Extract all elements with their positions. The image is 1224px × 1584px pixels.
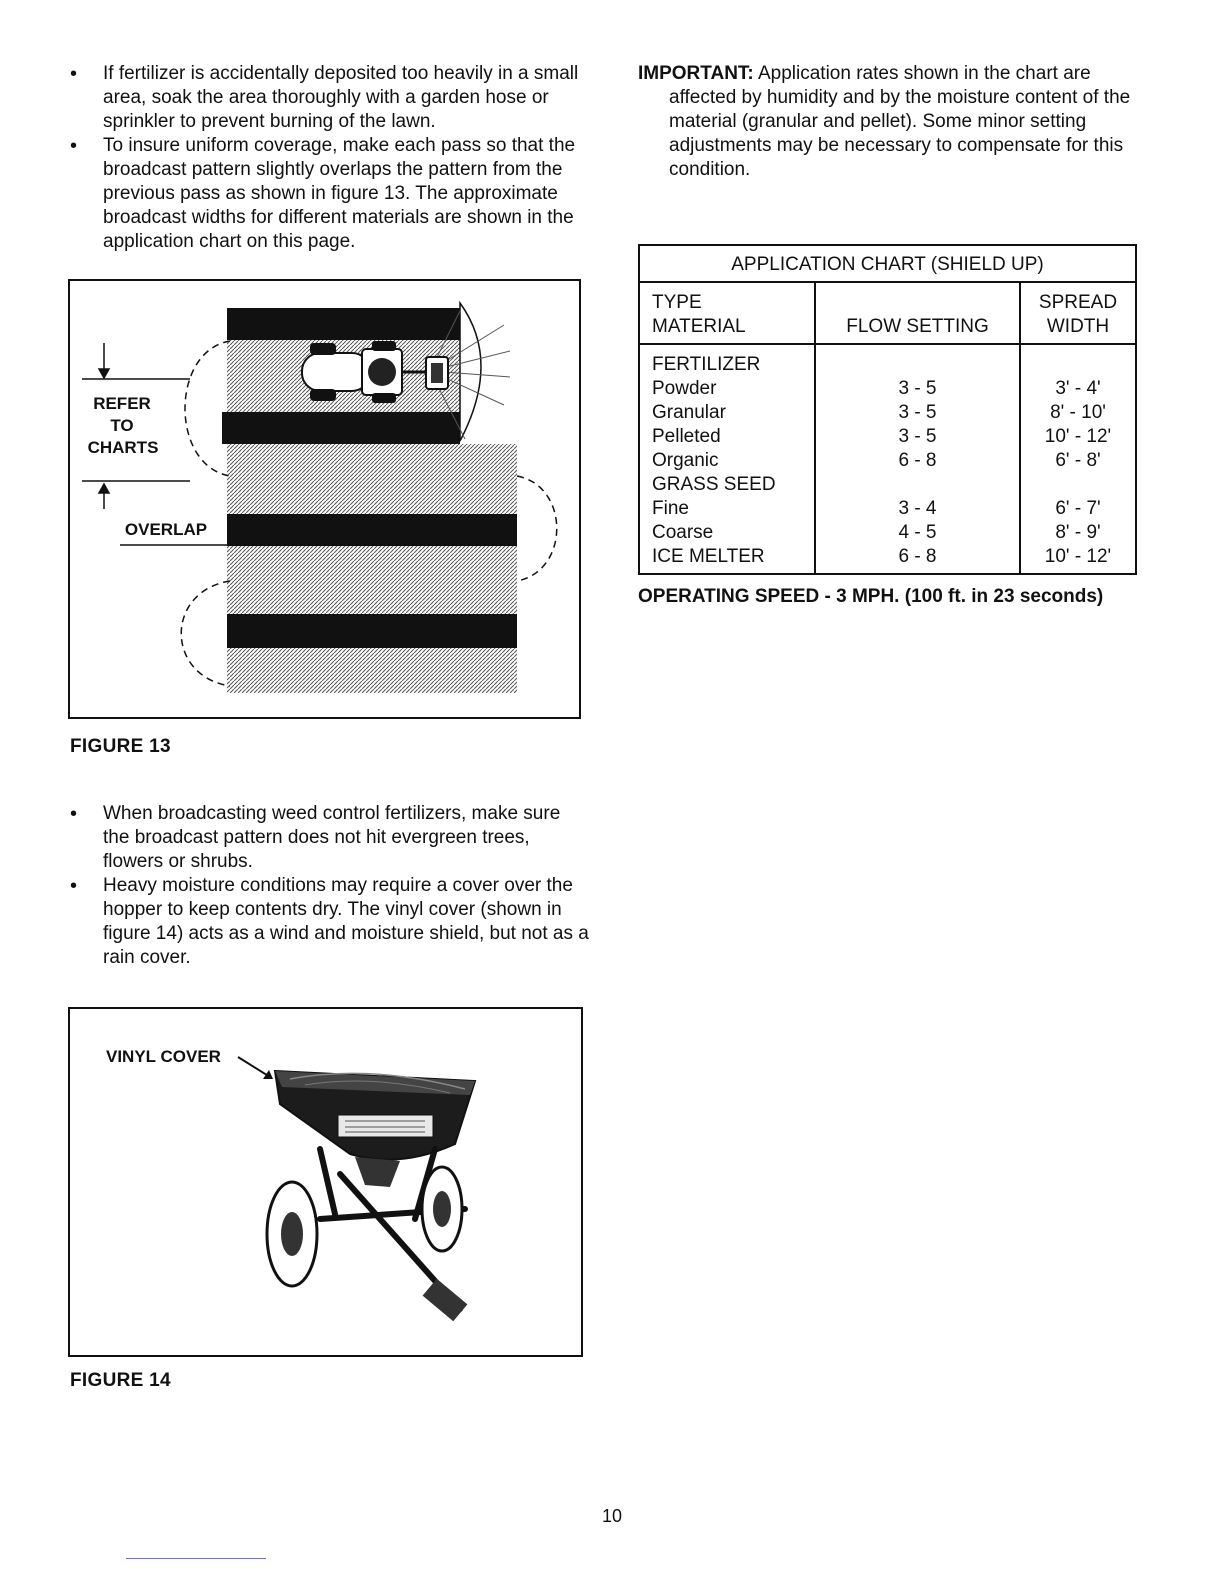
label-vinyl-cover: VINYL COVER bbox=[106, 1047, 221, 1066]
row-type: Powder bbox=[652, 378, 717, 399]
row-flow: 3 - 5 bbox=[898, 402, 937, 423]
application-chart bbox=[638, 244, 1137, 575]
mid-bullet-list bbox=[70, 802, 590, 970]
label-charts: CHARTS bbox=[87, 438, 159, 457]
header-material: MATERIAL bbox=[652, 316, 746, 337]
figure-13-frame bbox=[68, 279, 581, 719]
label-to: TO bbox=[110, 416, 134, 435]
page-number: 10 bbox=[601, 1506, 623, 1526]
row-flow: 4 - 5 bbox=[898, 522, 937, 543]
footer-rule bbox=[126, 1558, 266, 1559]
top-bullet-list bbox=[70, 62, 590, 254]
row-spread: 10' - 12' bbox=[1044, 426, 1112, 447]
row-spread bbox=[1021, 353, 1135, 377]
type-column bbox=[639, 344, 815, 574]
row-type: Granular bbox=[652, 402, 726, 423]
row-type: ICE MELTER bbox=[652, 546, 765, 567]
row-type: Fine bbox=[652, 498, 689, 519]
label-overlap: OVERLAP bbox=[124, 520, 208, 539]
row-spread: 6' - 8' bbox=[1055, 450, 1101, 471]
figure-14-frame bbox=[68, 1007, 583, 1357]
header-width: WIDTH bbox=[1046, 316, 1110, 337]
row-spread: 10' - 12' bbox=[1044, 546, 1112, 567]
row-flow bbox=[816, 473, 1019, 497]
row-flow: 6 - 8 bbox=[898, 546, 937, 567]
important-text: affected by humidity and by the moisture content of the material (granular and pellet). Some minor setting adjustments may be necessary to compensate for this condition. bbox=[669, 87, 1131, 180]
important-label: IMPORTANT: bbox=[638, 63, 754, 84]
figure-13-illustration bbox=[70, 281, 579, 717]
label-refer: REFER bbox=[93, 394, 151, 413]
row-flow: 6 - 8 bbox=[898, 450, 937, 471]
row-flow: 3 - 4 bbox=[898, 498, 937, 519]
important-first-line: Application rates shown in the chart are bbox=[753, 63, 1091, 84]
row-type: Organic bbox=[652, 450, 719, 471]
row-type: FERTILIZER bbox=[652, 354, 761, 375]
header-spread-width bbox=[1020, 282, 1136, 344]
operating-speed-note: OPERATING SPEED - 3 MPH. (100 ft. in 23 seconds) bbox=[638, 586, 1104, 607]
row-spread: 8' - 9' bbox=[1055, 522, 1101, 543]
row-flow: 3 - 5 bbox=[898, 426, 937, 447]
header-type-material bbox=[639, 282, 815, 344]
bullet-item: • When broadcasting weed control fertilizers, make sure the broadcast pattern does not hit evergreen trees, flowers or shrubs. bbox=[70, 802, 590, 874]
bullet-item: • To insure uniform coverage, make each pass so that the broadcast pattern slightly overlaps the pattern from the previous pass as shown in figure 13. The approximate broadcast widths for different materials are shown in the application chart on this page. bbox=[70, 134, 590, 254]
header-type: TYPE bbox=[652, 292, 702, 313]
header-spread: SPREAD bbox=[1038, 292, 1118, 313]
row-flow: 3 - 5 bbox=[898, 378, 937, 399]
header-flow-setting: FLOW SETTING bbox=[815, 282, 1020, 344]
row-spread: 6' - 7' bbox=[1055, 498, 1101, 519]
spray-fan bbox=[460, 303, 481, 441]
flow-column bbox=[815, 344, 1020, 574]
row-spread: 8' - 10' bbox=[1050, 402, 1106, 423]
figure-14-caption: FIGURE 14 bbox=[70, 1370, 171, 1391]
row-flow bbox=[816, 353, 1019, 377]
row-type: Pelleted bbox=[652, 426, 721, 447]
row-spread: 3' - 4' bbox=[1055, 378, 1101, 399]
row-spread bbox=[1021, 473, 1135, 497]
spread-column bbox=[1020, 344, 1136, 574]
row-type: Coarse bbox=[652, 522, 714, 543]
row-type: GRASS SEED bbox=[652, 474, 776, 495]
figure-13-caption: FIGURE 13 bbox=[70, 736, 171, 757]
spread-band-dark bbox=[222, 412, 460, 444]
chart-title: APPLICATION CHART (SHIELD UP) bbox=[639, 245, 1136, 282]
bullet-item: • Heavy moisture conditions may require a cover over the hopper to keep contents dry. The vinyl cover (shown in figure 14) acts as a wind and moisture shield, but not as a rain cover. bbox=[70, 874, 590, 970]
spread-band-dark bbox=[227, 308, 460, 340]
bullet-item: • If fertilizer is accidentally deposited too heavily in a small area, soak the area thoroughly with a garden hose or sprinkler to prevent burning of the lawn. bbox=[70, 62, 590, 134]
important-note bbox=[638, 62, 1158, 182]
